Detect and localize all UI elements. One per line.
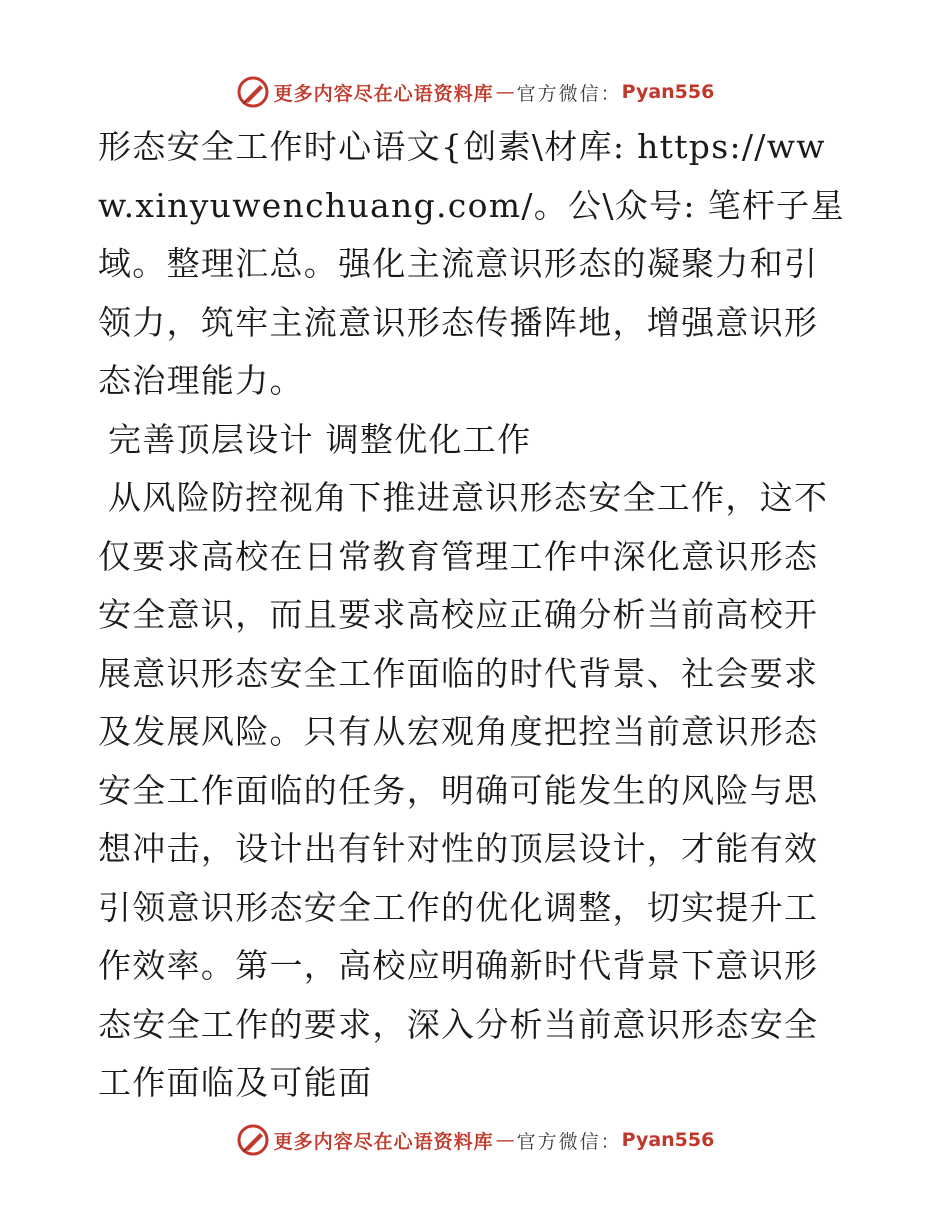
- section-heading: 完善顶层设计 调整优化工作: [108, 419, 532, 459]
- header-slogan: 更多内容尽在心语资料库: [273, 82, 494, 105]
- footer-official-label: 官方微信：: [516, 1130, 622, 1153]
- pen-logo-icon: [236, 75, 270, 109]
- footer-dash: —: [495, 1129, 515, 1151]
- header-official-label: 官方微信：: [516, 82, 622, 105]
- header-wechat-id: Pyan556: [621, 81, 715, 103]
- footer-slogan: 更多内容尽在心语资料库: [273, 1130, 494, 1153]
- paragraph-1: 形态安全工作时心语文{创素\材库: https://www.xinyuwenchuang.com/。公\众号: 笔杆子星域。整理汇总。强化主流意识形态的凝聚力和引领力，筑牢主流意识形态传播阵地，增强意识形态治理能力。: [98, 127, 845, 400]
- header-banner: [0, 72, 950, 112]
- footer-wechat-id: Pyan556: [621, 1129, 715, 1151]
- header-dash: —: [495, 81, 515, 103]
- pen-logo-icon: [236, 1123, 270, 1157]
- document-body: [98, 118, 850, 1113]
- paragraph-2: 从风险防控视角下推进意识形态安全工作，这不仅要求高校在日常教育管理工作中深化意识形态安全意识，而且要求高校应正确分析当前高校开展意识形态安全工作面临的时代背景、社会要求及发展风险。只有从宏观角度把控当前意识形态安全工作面临的任务，明确可能发生的风险与思想冲击，设计出有针对性的顶层设计，才能有效引领意识形态安全工作的优化调整，切实提升工作效率。第一，高校应明确新时代背景下意识形态安全工作的要求，深入分析当前意识形态安全工作面临及可能面: [98, 478, 829, 1102]
- footer-banner: [0, 1120, 950, 1160]
